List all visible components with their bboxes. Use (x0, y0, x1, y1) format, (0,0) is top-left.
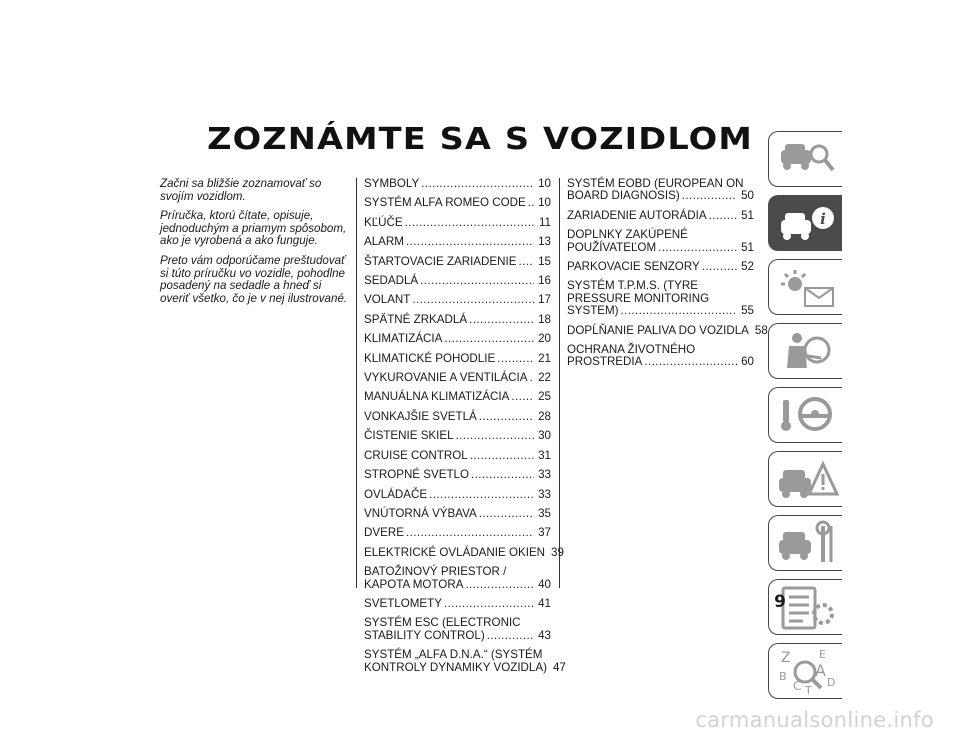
dot-leader (444, 333, 534, 345)
dot-leader (412, 294, 534, 306)
chapter-tab[interactable] (768, 131, 842, 187)
toc-entry-label: KAPOTA MOTORA (364, 577, 464, 591)
toc-page-number: 41 (538, 596, 551, 610)
page-number: 9 (774, 592, 786, 612)
dot-leader (682, 190, 737, 202)
chapter-tab[interactable] (768, 323, 842, 379)
toc-page-number: 37 (538, 526, 551, 540)
toc-column-2 (567, 177, 768, 376)
dot-leader (644, 356, 737, 368)
dot-leader (528, 197, 534, 209)
dot-leader (420, 275, 534, 287)
svg-text:D: D (827, 676, 836, 689)
toc-entry-label: OVLÁDAČE (364, 487, 428, 501)
toc-entry[interactable] (567, 323, 768, 337)
dot-leader (511, 391, 534, 403)
svg-text:B: B (779, 670, 787, 683)
toc-entry[interactable] (364, 275, 551, 287)
toc-entry-label: DOPĹŇANIE PALIVA DO VOZIDLA (567, 323, 749, 337)
toc-entry-label: SEDADLÁ (364, 274, 419, 288)
toc-entry-label: KLIMATICKÉ POHODLIE (364, 351, 496, 365)
dot-leader (406, 236, 534, 248)
toc-entry[interactable] (364, 430, 551, 442)
chapter-tab[interactable] (768, 259, 842, 315)
dot-leader (469, 314, 534, 326)
intro-paragraph: Preto vám odporúčame preštudovať si túto príručku vo vozidle, pohodlne posadený na sedadle a hneď si overiť všetko, čo je v nej ilustrované. (160, 253, 348, 305)
toc-page-number: 51 (741, 240, 754, 254)
toc-entry-label: BATOŽINOVÝ PRIESTOR / (364, 565, 507, 579)
toc-entry[interactable] (364, 598, 551, 610)
toc-entry-label: SYSTÉM EOBD (EUROPEAN ON (567, 177, 744, 190)
toc-entry-label: OCHRANA ŽIVOTNÉHO (567, 343, 696, 357)
toc-page-number: 30 (538, 429, 551, 443)
toc-page-number: 18 (538, 312, 551, 326)
chapter-tab[interactable] (768, 643, 842, 699)
intro-paragraph: Začni sa bližšie zoznamovať so svojím vozidlom. (160, 177, 322, 203)
toc-entry-label: VNÚTORNÁ VÝBAVA (364, 506, 477, 520)
toc-page-number: 39 (551, 545, 564, 559)
toc-entry[interactable] (364, 217, 551, 229)
toc-entry-label: ELEKTRICKÉ OVLÁDANIE OKIEN (364, 545, 546, 559)
toc-entry-label: SYSTEM) (567, 304, 619, 318)
page-title: ZOZNÁMTE SA S VOZIDLOM (207, 122, 753, 157)
toc-entry-label: DVERE (364, 526, 404, 540)
dot-leader (470, 450, 534, 462)
toc-entry-label: KĽÚČE (364, 215, 403, 229)
toc-entry-label: DOPLNKY ZAKÚPENÉ (567, 228, 688, 242)
toc-page-number: 10 (538, 196, 551, 210)
toc-entry-label: PRESSURE MONITORING (567, 291, 710, 305)
toc-entry[interactable] (567, 229, 754, 254)
toc-entry[interactable] (364, 617, 551, 642)
chapter-tab[interactable] (768, 195, 842, 251)
toc-entry[interactable] (364, 545, 564, 559)
toc-entry-label: VONKAJŠIE SVETLÁ (364, 409, 477, 423)
toc-page-number: 33 (538, 468, 551, 482)
toc-entry[interactable] (364, 197, 551, 209)
dot-leader (518, 256, 534, 268)
toc-page-number: 17 (538, 293, 551, 307)
toc-entry-label: SYSTÉM ESC (ELECTRONIC (364, 616, 521, 630)
dot-leader (487, 630, 534, 642)
dot-leader (465, 579, 534, 591)
toc-entry-label: ALARM (364, 235, 404, 249)
toc-page-number: 31 (538, 448, 551, 462)
toc-entry[interactable] (364, 450, 551, 462)
column-divider (559, 178, 560, 588)
toc-entry[interactable] (567, 344, 754, 369)
toc-entry-label: KLIMATIZÁCIA (364, 332, 443, 346)
toc-page-number: 28 (538, 409, 551, 423)
chapter-tab[interactable] (768, 387, 842, 443)
toc-entry-label: POUŽÍVATEĽOM (567, 240, 657, 254)
toc-entry-label: BOARD DIAGNOSIS) (567, 189, 680, 203)
toc-entry[interactable] (364, 333, 551, 345)
watermark: carmanualsonline.info (695, 708, 934, 732)
dot-leader (709, 210, 738, 222)
toc-page-number: 15 (538, 254, 551, 268)
toc-entry-label: SYMBOLY (364, 177, 420, 190)
svg-text:i: i (820, 210, 826, 228)
toc-page-number: 58 (754, 323, 768, 337)
toc-page-number: 25 (538, 390, 551, 404)
dot-leader (658, 242, 737, 254)
dot-leader (429, 489, 534, 501)
dot-leader (456, 430, 535, 442)
toc-entry[interactable] (364, 489, 551, 501)
toc-entry[interactable] (364, 256, 551, 268)
dot-leader (421, 178, 534, 190)
toc-entry-label: SYSTÉM ALFA ROMEO CODE (364, 196, 526, 210)
toc-entry-label: VYKUROVANIE A VENTILÁCIA (364, 371, 528, 385)
dot-leader (406, 527, 534, 539)
toc-entry-label: ŠTARTOVACIE ZARIADENIE (364, 254, 517, 268)
toc-page-number: 16 (538, 274, 551, 288)
toc-entry[interactable] (364, 391, 551, 403)
toc-entry-label: PARKOVACIE SENZORY (567, 260, 700, 274)
column-divider (356, 178, 357, 588)
toc-entry-label: SYSTÉM „ALFA D.N.A.“ (SYSTÉM (364, 648, 543, 662)
toc-page-number: 13 (538, 235, 551, 249)
dot-leader (471, 469, 534, 481)
toc-page-number: 50 (741, 189, 754, 203)
toc-entry[interactable] (364, 508, 551, 520)
toc-entry-label: SVETLOMETY (364, 596, 442, 610)
toc-page-number: 47 (552, 660, 566, 674)
toc-entry[interactable] (364, 527, 551, 539)
toc-entry-label: PROSTREDIA (567, 355, 643, 369)
toc-page-number: 55 (741, 304, 754, 318)
toc-entry-label: CRUISE CONTROL (364, 448, 468, 462)
toc-column-1 (364, 177, 566, 681)
toc-entry-label: SYSTÉM T.P.M.S. (TYRE (567, 279, 698, 293)
dot-leader (405, 217, 535, 229)
dot-leader (479, 508, 534, 520)
toc-page-number: 60 (741, 355, 754, 369)
toc-page-number: 11 (538, 215, 551, 229)
dot-leader (479, 411, 534, 423)
intro-paragraph: Príručka, ktorú čítate, opisuje, jednoduchým a priamym spôsobom, ako je vyrobená a ako funguje. (160, 209, 347, 248)
toc-entry[interactable] (567, 210, 754, 222)
toc-entry[interactable] (567, 178, 754, 203)
toc-entry[interactable] (364, 353, 551, 365)
toc-entry-label: MANUÁLNA KLIMATIZÁCIA (364, 390, 510, 404)
toc-entry[interactable] (364, 648, 566, 674)
intro-text (160, 178, 350, 312)
toc-page-number: 10 (538, 177, 551, 190)
toc-page-number: 43 (538, 628, 551, 642)
toc-entry[interactable] (364, 236, 551, 248)
toc-entry-label: VOLANT (364, 293, 411, 307)
svg-text:A: A (815, 661, 826, 680)
toc-page-number: 51 (741, 208, 754, 222)
toc-entry-label: ZARIADENIE AUTORÁDIA (567, 208, 707, 222)
toc-entry[interactable] (364, 294, 551, 306)
dot-leader (529, 372, 534, 384)
dot-leader (621, 305, 738, 317)
toc-entry[interactable] (364, 566, 551, 591)
svg-text:Z: Z (781, 650, 791, 666)
toc-entry-label: SPÄTNÉ ZRKADLÁ (364, 312, 468, 326)
toc-entry[interactable] (364, 469, 551, 481)
toc-page-number: 52 (741, 260, 754, 274)
toc-entry-label: STABILITY CONTROL) (364, 628, 485, 642)
chapter-tab[interactable] (768, 515, 842, 571)
toc-page-number: 20 (538, 332, 551, 346)
toc-entry[interactable] (364, 314, 551, 326)
chapter-tabs (768, 131, 842, 707)
toc-entry-label: KONTROLY DYNAMIKY VOZIDLA) (364, 660, 547, 674)
toc-entry-label: ČISTENIE SKIEL (364, 429, 454, 443)
toc-page-number: 35 (538, 506, 551, 520)
toc-entry-label: STROPNÉ SVETLO (364, 468, 470, 482)
svg-text:E: E (819, 648, 826, 661)
toc-page-number: 22 (538, 371, 551, 385)
toc-entry[interactable] (567, 280, 754, 317)
toc-entry[interactable] (364, 178, 551, 190)
toc-entry[interactable] (364, 372, 551, 384)
chapter-tab[interactable] (768, 451, 842, 507)
toc-page-number: 33 (538, 487, 551, 501)
dot-leader (497, 353, 534, 365)
toc-page-number: 40 (538, 577, 551, 591)
toc-page-number: 21 (538, 351, 551, 365)
toc-entry[interactable] (364, 411, 551, 423)
svg-text:T: T (805, 684, 812, 696)
dot-leader (702, 261, 737, 273)
svg-text:C: C (793, 679, 802, 693)
toc-entry[interactable] (567, 261, 754, 273)
dot-leader (444, 598, 534, 610)
